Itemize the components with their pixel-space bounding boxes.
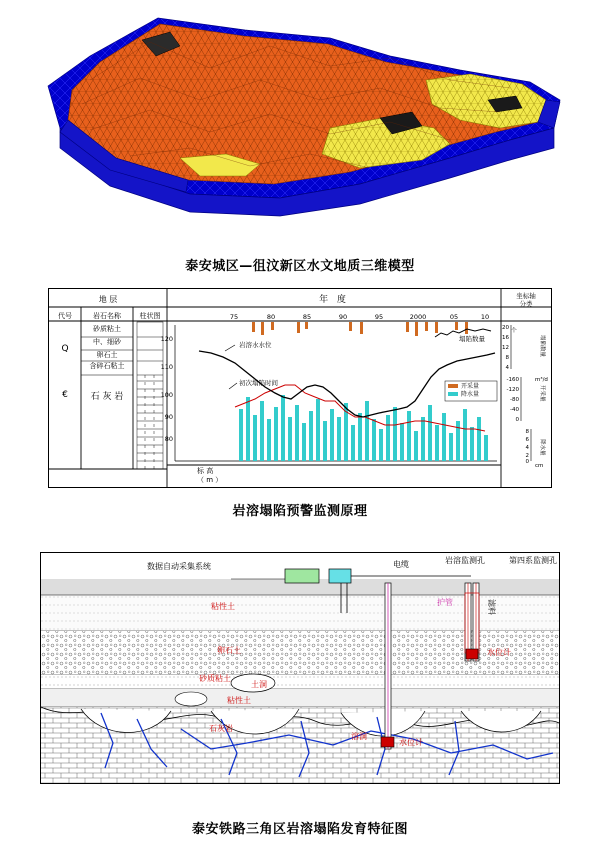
svg-text:开采量: 开采量 bbox=[539, 385, 545, 402]
svg-text:80: 80 bbox=[266, 313, 276, 321]
svg-text:标 高: 标 高 bbox=[197, 467, 214, 475]
monitoring-chart-svg bbox=[49, 289, 551, 487]
svg-text:05: 05 bbox=[449, 313, 459, 321]
3d-mesh-svg bbox=[30, 8, 570, 223]
svg-text:塌陷数量: 塌陷数量 bbox=[459, 335, 485, 343]
svg-text:开采量: 开采量 bbox=[461, 383, 480, 390]
svg-text:降水量: 降水量 bbox=[539, 439, 545, 456]
svg-text:砂质粘土: 砂质粘土 bbox=[199, 674, 231, 683]
caption-figure-2: 岩溶塌陷预警监测原理 bbox=[232, 504, 368, 519]
collapse-section-svg bbox=[41, 553, 559, 783]
svg-text:分类: 分类 bbox=[519, 300, 533, 308]
svg-text:75: 75 bbox=[229, 313, 239, 321]
svg-text:20: 20 bbox=[502, 325, 509, 331]
svg-text:m³/d: m³/d bbox=[535, 377, 548, 383]
svg-text:砂质粘土: 砂质粘土 bbox=[93, 325, 121, 333]
svg-text:10: 10 bbox=[480, 313, 490, 321]
svg-text:石 灰 岩: 石 灰 岩 bbox=[90, 392, 124, 402]
svg-text:-80: -80 bbox=[510, 397, 519, 403]
svg-text:90: 90 bbox=[338, 313, 348, 321]
svg-text:4: 4 bbox=[505, 365, 509, 371]
svg-text:110: 110 bbox=[160, 363, 173, 371]
svg-text:第四系监测孔: 第四系监测孔 bbox=[509, 556, 557, 565]
svg-text:电缆: 电缆 bbox=[393, 560, 409, 569]
svg-text:Q: Q bbox=[61, 344, 69, 354]
svg-text:降水量: 降水量 bbox=[461, 391, 480, 398]
svg-text:cm: cm bbox=[535, 463, 544, 469]
svg-text:滤料: 滤料 bbox=[487, 599, 496, 615]
svg-text:岩溶水水位: 岩溶水水位 bbox=[239, 341, 272, 349]
svg-text:石灰岩: 石灰岩 bbox=[209, 724, 233, 733]
svg-text:（ m ）: （ m ） bbox=[197, 476, 223, 484]
svg-text:4: 4 bbox=[525, 445, 529, 451]
svg-text:90: 90 bbox=[164, 413, 173, 421]
svg-text:柱状图: 柱状图 bbox=[139, 312, 161, 320]
svg-text:80: 80 bbox=[164, 435, 173, 443]
svg-text:2: 2 bbox=[525, 453, 529, 459]
svg-text:6: 6 bbox=[525, 437, 529, 443]
svg-text:年 度: 年 度 bbox=[319, 295, 349, 305]
svg-text:岩溶监测孔: 岩溶监测孔 bbox=[445, 556, 485, 565]
caption-figure-1: 泰安城区—徂汶新区水文地质三维模型 bbox=[185, 259, 415, 274]
figure-3d-model bbox=[30, 8, 570, 223]
svg-text:数据自动采集系统: 数据自动采集系统 bbox=[147, 562, 211, 571]
svg-text:塌陷数量: 塌陷数量 bbox=[539, 335, 545, 358]
svg-text:100: 100 bbox=[160, 391, 173, 399]
svg-text:护管: 护管 bbox=[437, 598, 453, 607]
svg-text:2000: 2000 bbox=[409, 313, 427, 321]
svg-text:粘性土: 粘性土 bbox=[227, 696, 251, 705]
svg-text:120: 120 bbox=[160, 335, 173, 343]
svg-text:中、细砂: 中、细砂 bbox=[93, 338, 121, 346]
svg-text:溶洞: 溶洞 bbox=[351, 732, 367, 741]
svg-text:-160: -160 bbox=[506, 377, 519, 383]
svg-text:卵石土: 卵石土 bbox=[96, 351, 118, 359]
figure-monitoring-principle bbox=[48, 288, 552, 488]
svg-text:95: 95 bbox=[374, 313, 384, 321]
svg-text:-40: -40 bbox=[510, 407, 519, 413]
svg-text:8: 8 bbox=[525, 429, 529, 435]
svg-text:含碎石粘土: 含碎石粘土 bbox=[89, 362, 125, 370]
svg-text:12: 12 bbox=[502, 345, 509, 351]
svg-text:地 层: 地 层 bbox=[98, 295, 118, 304]
svg-text:土洞: 土洞 bbox=[251, 680, 267, 689]
svg-text:0: 0 bbox=[525, 459, 529, 465]
svg-text:水位计: 水位计 bbox=[399, 738, 423, 747]
svg-text:岩石名称: 岩石名称 bbox=[93, 312, 121, 320]
svg-text:坐标轴: 坐标轴 bbox=[516, 292, 536, 300]
svg-text:粘性土: 粘性土 bbox=[211, 602, 235, 611]
svg-text:0: 0 bbox=[515, 417, 519, 423]
svg-text:8: 8 bbox=[505, 355, 509, 361]
svg-text:初次塌陷时间: 初次塌陷时间 bbox=[239, 379, 278, 387]
svg-text:水位计: 水位计 bbox=[487, 648, 511, 657]
svg-text:85: 85 bbox=[302, 313, 312, 321]
svg-text:16: 16 bbox=[502, 335, 509, 341]
caption-figure-3: 泰安铁路三角区岩溶塌陷发育特征图 bbox=[191, 822, 408, 837]
svg-text:-120: -120 bbox=[506, 387, 519, 393]
svg-text:€: € bbox=[62, 390, 68, 400]
svg-text:个: 个 bbox=[510, 327, 516, 333]
figure-collapse-section bbox=[40, 552, 560, 784]
svg-text:卵石土: 卵石土 bbox=[217, 646, 241, 655]
svg-text:代号: 代号 bbox=[58, 312, 72, 320]
